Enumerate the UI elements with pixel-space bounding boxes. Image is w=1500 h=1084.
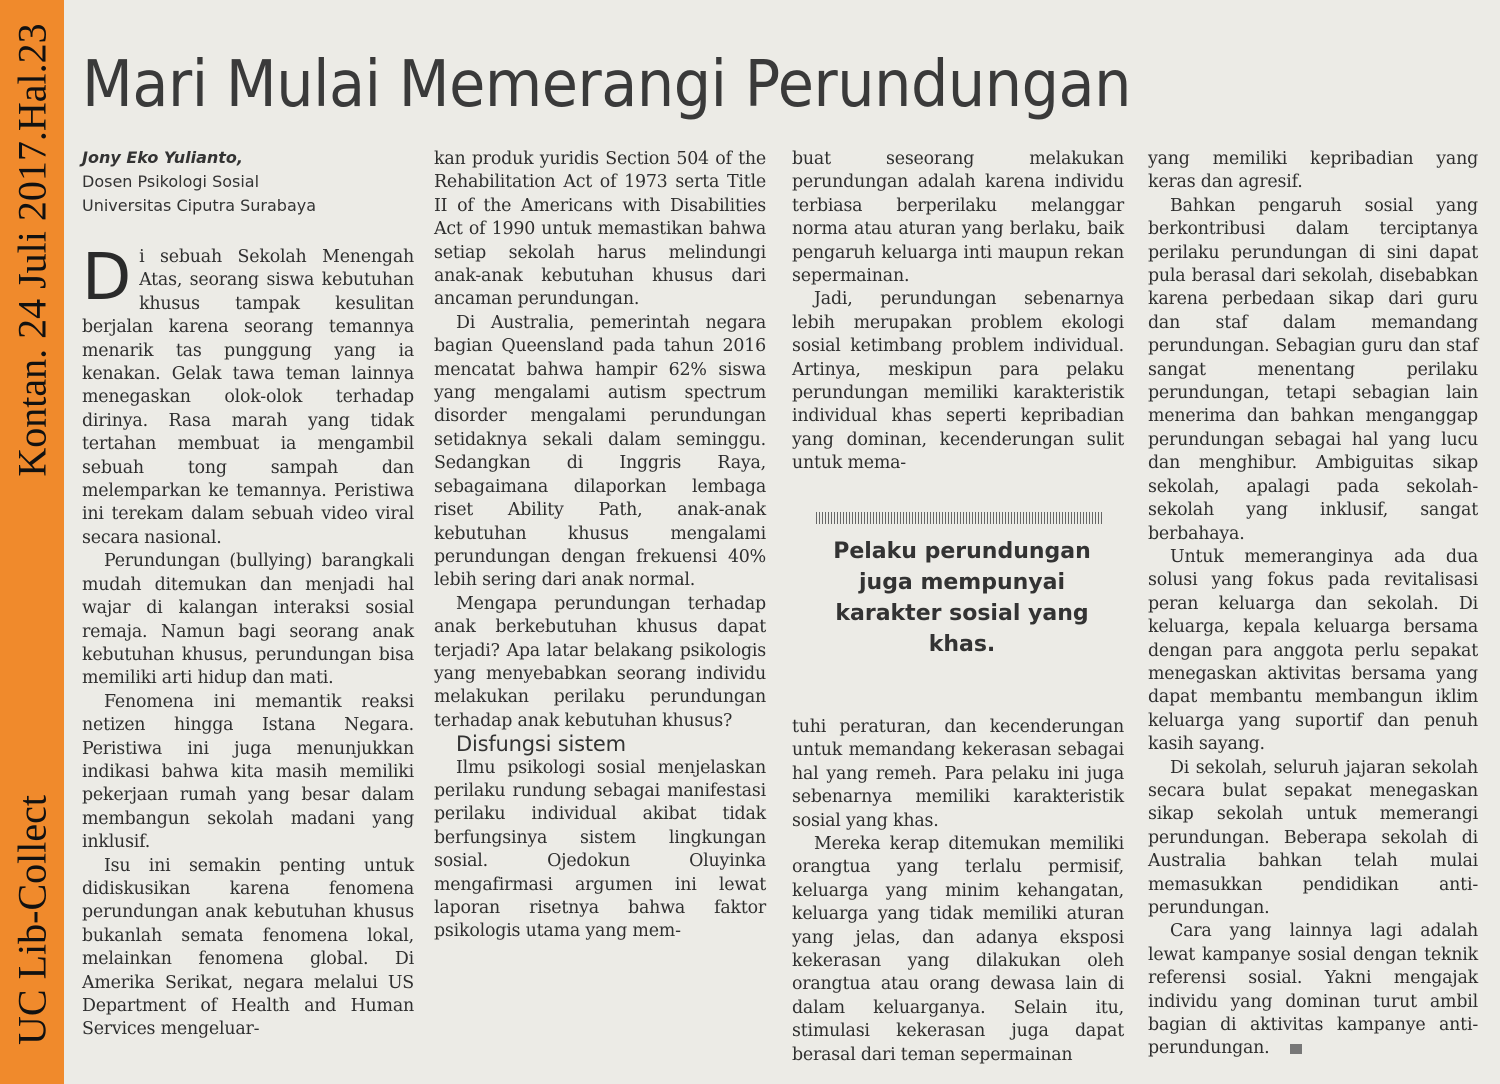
author-name: Jony Eko Yulianto, [82, 148, 243, 167]
pullquote-rule [816, 512, 1102, 524]
paragraph: Ilmu psikologi sosial menjelaskan perilaku rundung sebagai manifestasi perilaku individual akibat tidak berfungsinya sistem lingkungan sosial. Ojedokun Oluyinka mengafirmasi argumen ini lewat laporan risetnya bahwa faktor psikologis utama yang mem- [434, 757, 766, 942]
paragraph: buat seseorang melakukan perundungan adalah karena individu terbiasa berperilaku melanggar norma atau aturan yang berlaku, baik pengaruh keluarga inti maupun rekan sepermainan. [792, 149, 1124, 287]
paragraph: Mereka kerap ditemukan memiliki orangtua yang terlalu permisif, keluarga yang minim kehangatan, keluarga yang tidak memiliki aturan yang jelas, dan adanya eksposi kekerasan yang dilakukan oleh orangtua atau orang dewasa lain di dalam keluarganya. Selain itu, stimulasi kekerasan juga dapat berasal dari teman sepermainan [792, 834, 1124, 1065]
paragraph: Isu ini semakin penting untuk didiskusikan karena fenomena perundungan anak kebutuhan khusus bukanlah semata fenomena lokal, melainkan fenomena global. Di Amerika Serikat, negara melalui US Department of Health and Human Services mengeluar- [82, 855, 414, 1040]
paragraph-text: Cara yang lainnya lagi adalah lewat kampanye sosial dengan teknik referensi sosial. Yakni mengajak individu yang dominan turut ambil bagian di aktivitas kampanye anti-perundungan. [1148, 921, 1478, 1059]
column-2 [434, 148, 766, 944]
collection-label: UC Lib-Collect [9, 795, 55, 1045]
paragraph: yang memiliki kepribadian yang keras dan agresif. [1148, 149, 1478, 193]
end-mark-icon [1290, 1044, 1302, 1054]
paragraph: Bahkan pengaruh sosial yang berkontribusi dalam terciptanya perilaku perundungan di sini dapat pula berasal dari sekolah, disebabkan karena perbedaan sikap dari guru dan staf dalam memandang perundungan. Sebagian guru dan staf sangat menentang perilaku perundungan, tetapi sebagian lain menerima dan bahkan menganggap perundungan sebagai hal yang lucu dan menghibur. Ambiguitas sikap sekolah, apalagi pada sekolah-sekolah yang inklusif, sangat berbahaya. [1148, 195, 1478, 544]
paragraph-text: i sebuah Sekolah Menengah Atas, seorang siswa kebutuhan khusus tampak kesulitan berjalan karena seorang temannya menarik tas punggung yang ia kenakan. Gelak tawa teman lainnya menegaskan olok-olok terhadap dirinya. Rasa marah yang tidak tertahan membuat ia mengambil sebuah tong sampah dan melemparkan ke temannya. Peristiwa ini terekam dalam sebuah video viral secara nasional. [82, 247, 414, 548]
paragraph [1148, 920, 1478, 1060]
paragraph: Fenomena ini memantik reaksi netizen hingga Istana Negara. Peristiwa ini juga menunjukkan indikasi bahwa kita masih memiliki pekerjaan rumah yang besar dalam membangun sekolah madani yang inklusif. [82, 691, 414, 853]
paragraph: Mengapa perundungan terhadap anak berkebutuhan khusus dapat terjadi? Apa latar belakang psikologis yang menyebabkan seorang individu melakukan perilaku perundungan terhadap anak kebutuhan khusus? [434, 593, 766, 731]
drop-cap: D [82, 241, 132, 315]
paragraph: Di sekolah, seluruh jajaran sekolah secara bulat sepakat menegaskan sikap sekolah untuk memerangi perundungan. Beberapa sekolah di Australia bahkan telah mulai memasukkan pendidikan anti-perundungan. [1148, 757, 1478, 918]
paragraph: kan produk yuridis Section 504 of the Rehabilitation Act of 1973 serta Title II of the Americans with Disabilities Act of 1990 untuk memastikan bahwa setiap sekolah harus melindungi anak-anak kebutuhan khusus dari ancaman perundungan. [434, 149, 766, 310]
author-role: Dosen Psikologi Sosial [82, 172, 260, 191]
paragraph: Jadi, perundungan sebenarnya lebih merupakan problem ekologi sosial ketimbang problem individual. Artinya, meskipun para pelaku perundungan memiliki karakteristik individual khas seperti kepribadian yang dominan, kecenderungan sulit untuk mema- [792, 289, 1124, 474]
paragraph: tuhi peraturan, dan kecenderungan untuk memandang kekerasan sebagai hal yang remeh. Para pelaku ini juga sebenarnya memiliki karakteristik sosial yang khas. [792, 717, 1124, 831]
column-1 [82, 241, 414, 1042]
paragraph: Di Australia, pemerintah negara bagian Queensland pada tahun 2016 mencatat bahwa hampir 62% siswa yang mengalami autism spectrum disorder mengalami perundungan setidaknya sekali dalam seminggu. Sedangkan di Inggris Raya, sebagaimana dilaporkan lembaga riset Ability Path, anak-anak kebutuhan khusus mengalami perundungan dengan frekuensi 40% lebih sering dari anak normal. [434, 312, 766, 591]
article-title: Mari Mulai Memerangi Perundungan [82, 48, 1132, 122]
column-4 [1148, 148, 1478, 1061]
paragraph [82, 241, 414, 550]
column-3-top [792, 148, 1124, 476]
section-subheading: Disfungsi sistem [456, 732, 626, 757]
byline [82, 146, 422, 218]
source-label: Kontan. 24 Juli 2017.Hal.23 [9, 23, 55, 477]
paragraph: Perundungan (bullying) barangkali mudah ditemukan dan menjadi hal wajar di kalangan interaksi sosial remaja. Namun bagi seorang anak kebutuhan khusus, perundungan bisa memiliki arti hidup dan mati. [82, 551, 414, 689]
paragraph: Untuk memeranginya ada dua solusi yang fokus pada revitalisasi peran keluarga dan sekolah. Di keluarga, kepala keluarga bersama dengan para anggota perlu sepakat menegaskan aktivitas bersama yang dapat membantu membangun iklim keluarga yang suportif dan penuh kasih sayang. [1148, 546, 1478, 755]
pull-quote: Pelaku perundungan juga mempunyai karakter sosial yang khas. [833, 539, 1091, 657]
author-org: Universitas Ciputra Surabaya [82, 196, 317, 215]
column-3-bottom [792, 716, 1124, 1067]
archive-sidebar [0, 0, 64, 1084]
